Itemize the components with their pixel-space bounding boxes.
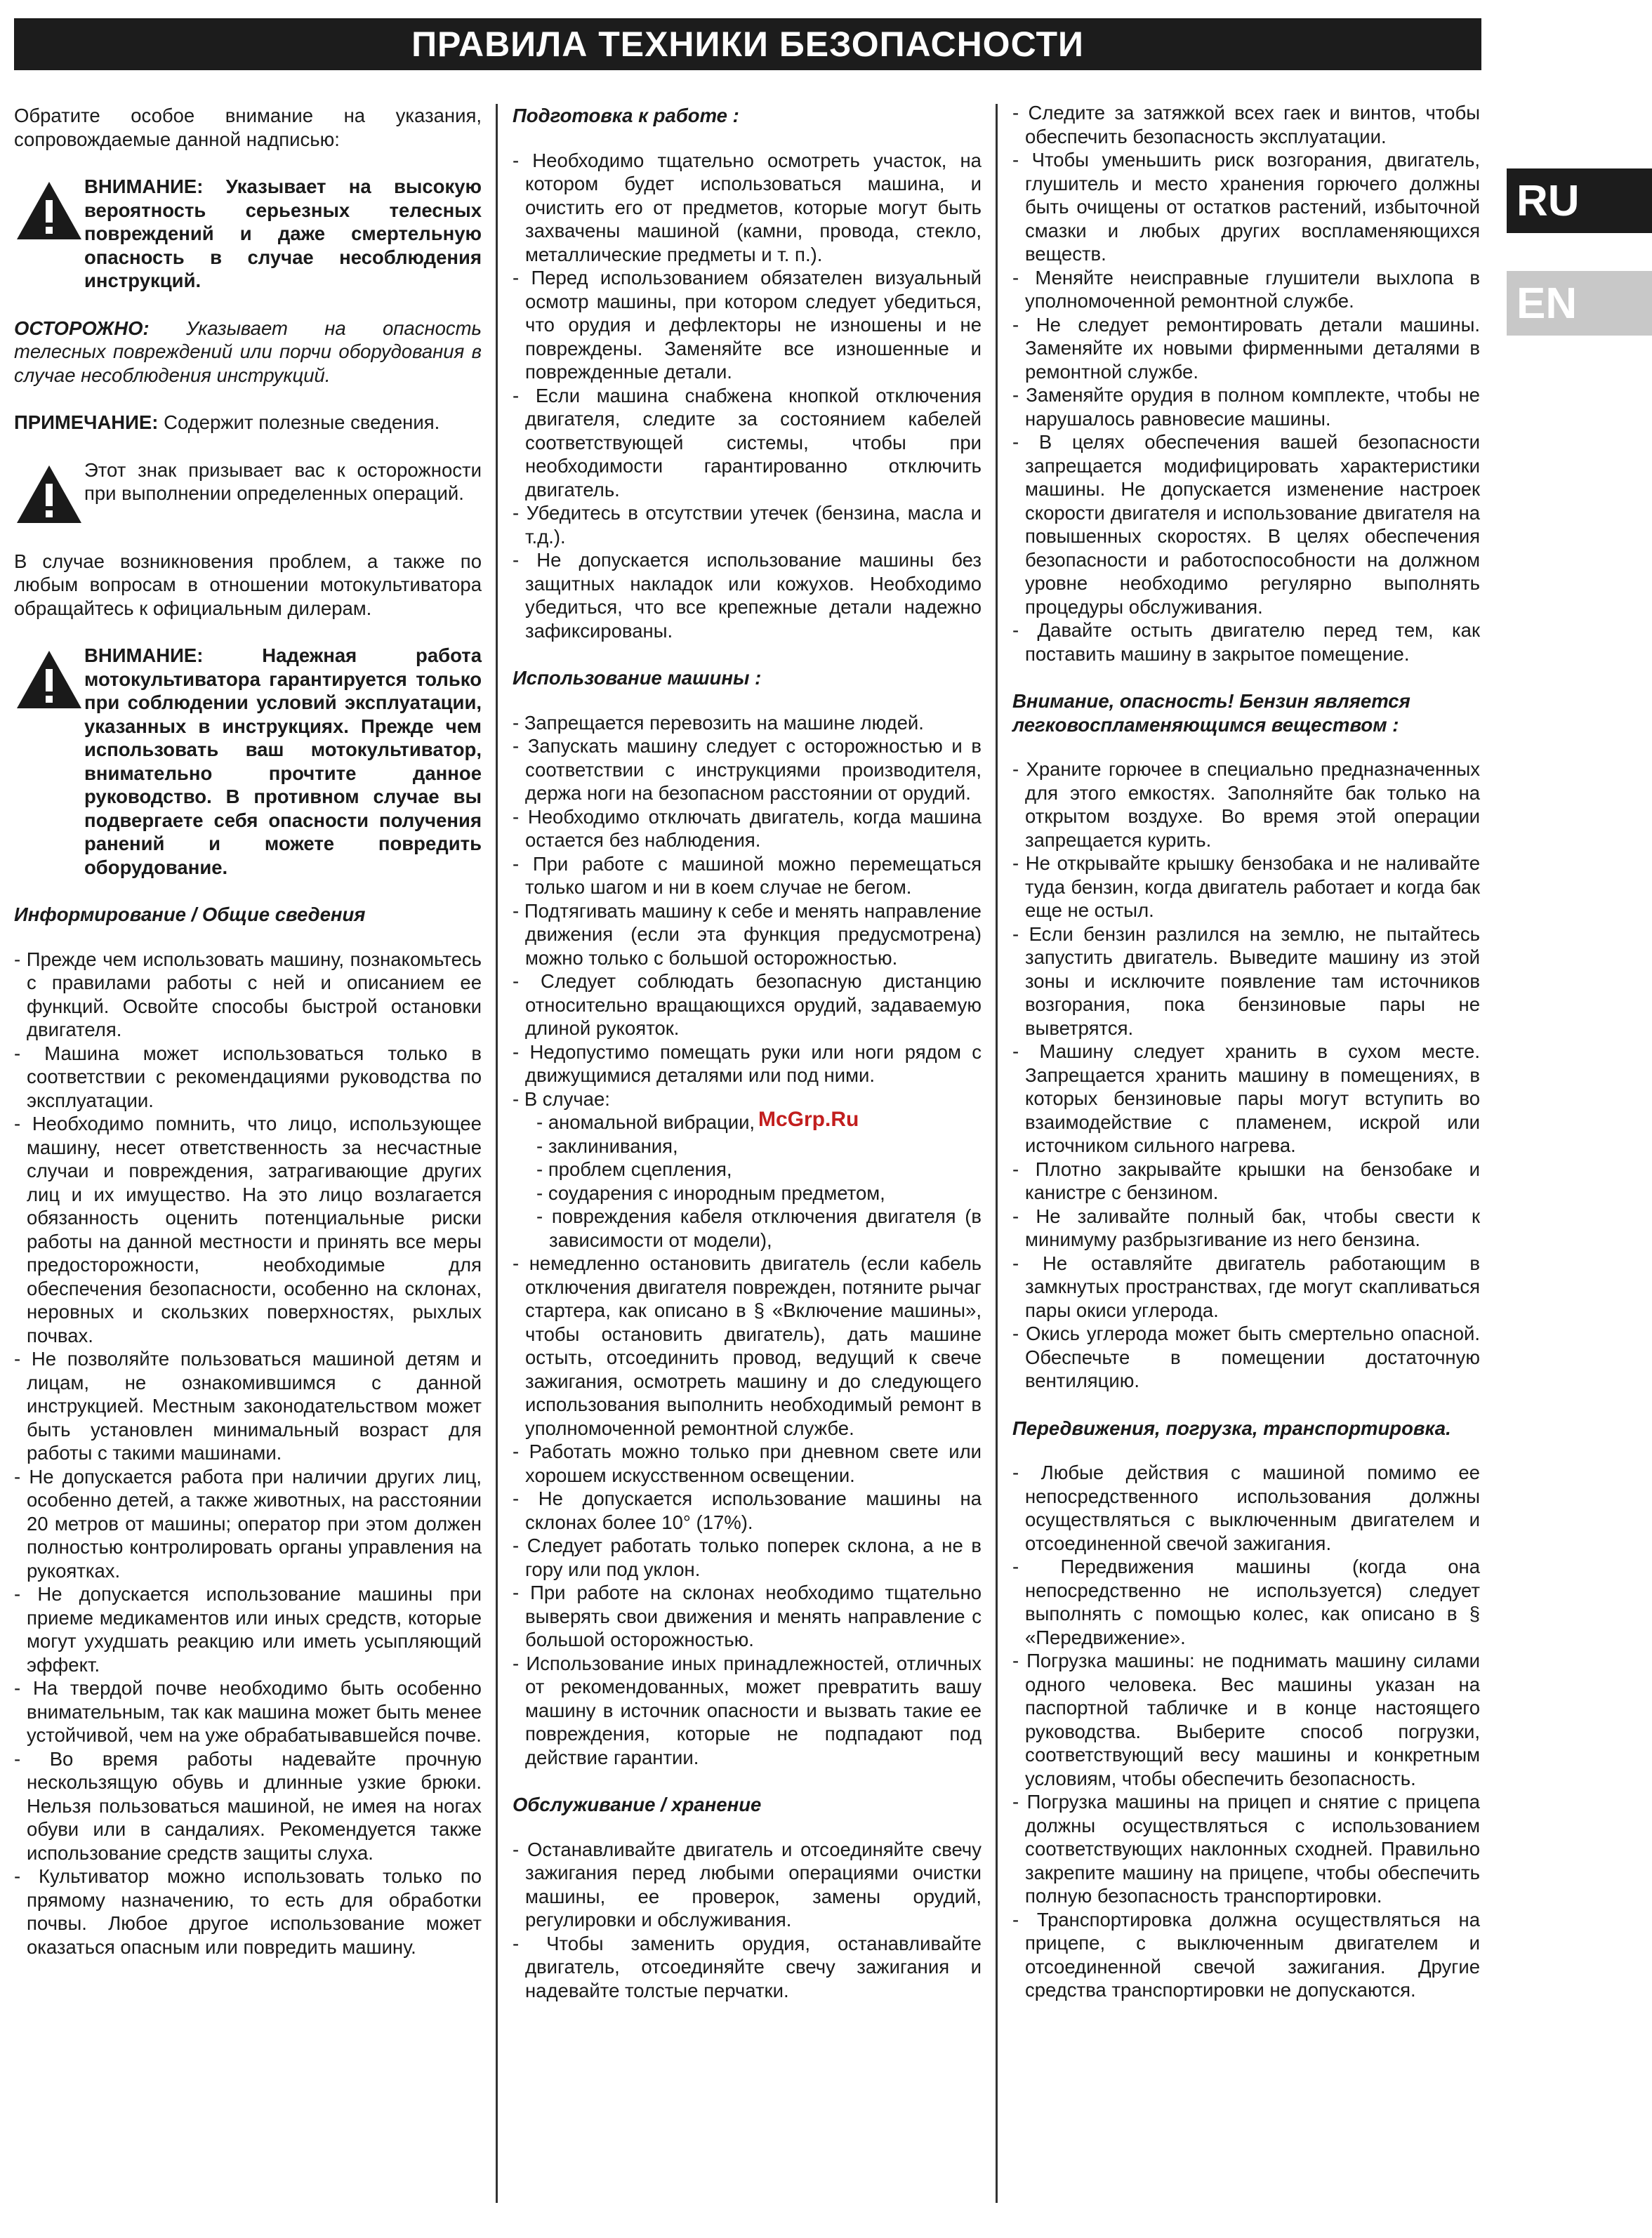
- page-title: ПРАВИЛА ТЕХНИКИ БЕЗОПАСНОСТИ: [411, 25, 1084, 64]
- list-item: - Погрузка машины: не поднимать машину силами одного человека. Вес машины указан на паспортной табличке и в конце настоящего руководства. Выберите способ погрузки, соответствующий весу машины и конкретным условиям, чтобы обеспечить безопасность.: [1012, 1649, 1480, 1790]
- list-item: - Если машина снабжена кнопкой отключения двигателя, следите за состоянием кабелей соответствующей системы, чтобы при необходимости гарантированно отключить двигатель.: [513, 384, 982, 502]
- list-item: - При работе на склонах необходимо тщательно выверять свои движения и менять направление с большой осторожностью.: [513, 1581, 982, 1652]
- list-item: - Окись углерода может быть смертельно опасной. Обеспечьте в помещении достаточную вентиляцию.: [1012, 1322, 1480, 1393]
- list-item: - В случае:: [513, 1087, 982, 1111]
- use-sublist: [513, 1111, 982, 1252]
- warning-text-1: ВНИМАНИЕ: Указывает на высокую вероятность серьезных телесных повреждений и даже смертельную опасность в случае несоблюдения инструкций.: [84, 176, 482, 291]
- list-item: - Передвижения машины (когда она непосредственно не используется) следует выполнять с помощью колес, как описано в § «Передвижение».: [1012, 1555, 1480, 1649]
- list-item: - Меняйте неисправные глушители выхлопа в уполномоченной ремонтной службе.: [1012, 266, 1480, 313]
- service-list: [513, 1838, 982, 2003]
- section-heading-fuel: Внимание, опасность! Бензин является легковоспламеняющимся веществом :: [1012, 690, 1410, 736]
- list-item: - Давайте остыть двигателю перед тем, как поставить машину в закрытое помещение.: [1012, 618, 1480, 666]
- list-item: - Не заливайте полный бак, чтобы свести к минимуму разбрызгивание из него бензина.: [1012, 1205, 1480, 1252]
- list-item: - Следите за затяжкой всех гаек и винтов, чтобы обеспечить безопасность эксплуатации.: [1012, 101, 1480, 148]
- list-item: - Чтобы уменьшить риск возгорания, двигатель, глушитель и место хранения горючего должны быть очищены от остатков растений, избыточной смазки и любых других воспламеняющихся веществ.: [1012, 148, 1480, 266]
- list-item: - Храните горючее в специально предназначенных для этого емкостях. Заполняйте бак только на открытом воздухе. Во время этой операции запрещается курить.: [1012, 757, 1480, 852]
- list-item: - Заменяйте орудия в полном комплекте, чтобы не нарушалось равновесие машины.: [1012, 383, 1480, 430]
- caution-text: Указывает на опасность телесных повреждений или порчи оборудования в случае несоблюдения инструкций.: [14, 317, 482, 386]
- section-heading-use: Использование машины :: [513, 667, 762, 689]
- list-item: - Не допускается работа при наличии других лиц, особенно детей, а также животных, на расстоянии 20 метров от машины; оператор при этом должен полностью контролировать органы управления на рукоятках.: [14, 1465, 482, 1583]
- problems-text: В случае возникновения проблем, а также по любым вопросам в отношении мотокультиватора обращайтесь к официальным дилерам.: [14, 550, 482, 619]
- list-item: - Запрещается перевозить на машине людей.: [513, 711, 982, 735]
- column-3: [1012, 101, 1480, 2026]
- column-2: [513, 104, 982, 2026]
- lang-tab-ru-label: RU: [1516, 176, 1580, 225]
- list-item: - Чтобы заменить орудия, останавливайте двигатель, отсоединяйте свечу зажигания и надевайте толстые перчатки.: [513, 1932, 982, 2003]
- intro-text: Обратите особое внимание на указания, сопровождаемые данной надписью:: [14, 105, 482, 150]
- list-item: - Не следует ремонтировать детали машины. Заменяйте их новыми фирменными деталями в ремонтной службе.: [1012, 313, 1480, 384]
- list-item: - Не открывайте крышку бензобака и не наливайте туда бензин, когда двигатель работает и когда бак еще не остыл.: [1012, 852, 1480, 922]
- lang-tab-en-label: EN: [1516, 279, 1578, 328]
- list-item: - Не позволяйте пользоваться машиной детям и лицам, не ознакомившимся с данной инструкцией. Местным законодательством может быть установлен минимальный возраст для работы с такими машинами.: [14, 1347, 482, 1465]
- page-title-banner: [14, 18, 1481, 70]
- list-item: - Необходимо отключать двигатель, когда машина остается без наблюдения.: [513, 805, 982, 852]
- sign-text: Этот знак призывает вас к осторожности при выполнении определенных операций.: [84, 458, 482, 504]
- list-item: - Погрузка машины на прицеп и снятие с прицепа должны осуществляться с использованием соответствующих наклонных сходней. Правильно закрепите машину на прицепе, чтобы обеспечить полную безопасность транспортировки.: [1012, 1790, 1480, 1908]
- list-item: - повреждения кабеля отключения двигателя (в зависимости от модели),: [536, 1205, 982, 1252]
- list-item: - Если бензин разлился на землю, не пытайтесь запустить двигатель. Выведите машину из этой зоны и исключите появление там источников возгорания, пока бензиновые пары не выветрятся.: [1012, 922, 1480, 1040]
- list-item: - аномальной вибрации,: [536, 1111, 982, 1134]
- list-item: - Следует соблюдать безопасную дистанцию относительно вращающихся орудий, задаваемую длиной рукояток.: [513, 969, 982, 1040]
- section-heading-service: Обслуживание / хранение: [513, 1794, 762, 1815]
- list-item: - Запускать машину следует с осторожностью и в соответствии с инструкциями производителя, держа ноги на безопасном расстоянии от орудий.: [513, 734, 982, 805]
- info-list: [14, 948, 482, 1959]
- service-list-cont: [1012, 101, 1480, 666]
- list-item: - Необходимо тщательно осмотреть участок, на котором будет использоваться машина, и очистить его от предметов, которые могут быть захвачены машиной (камни, провода, стекло, металлические предметы и т. п.).: [513, 149, 982, 267]
- watermark: McGrp.Ru: [758, 1108, 859, 1131]
- warning-block-1: [14, 175, 482, 293]
- list-item: - Не допускается использование машины без защитных накладок или кожухов. Необходимо убедиться, что все крепежные детали надежно зафиксированы.: [513, 548, 982, 642]
- list-item: - Не допускается использование машины на склонах более 10° (17%).: [513, 1487, 982, 1534]
- list-item: - Работать можно только при дневном свете или хорошем искусственном освещении.: [513, 1440, 982, 1487]
- list-item: - проблем сцепления,: [536, 1158, 982, 1181]
- caution-paragraph: [14, 317, 482, 388]
- caution-label: ОСТОРОЖНО:: [14, 317, 150, 339]
- list-item: - Культиватор можно использовать только по прямому назначению, то есть для обработки почвы. Любое другое использование может оказаться опасным или повредить машину.: [14, 1865, 482, 1959]
- lang-tab-ru[interactable]: [1507, 168, 1652, 233]
- list-item: - Любые действия с машиной помимо ее непосредственного использования должны осуществляться с выключенным двигателем и отсоединенной свечой зажигания.: [1012, 1461, 1480, 1555]
- list-item: - Машина может использоваться только в соответствии с рекомендациями руководства по эксплуатации.: [14, 1042, 482, 1113]
- list-item: - немедленно остановить двигатель (если кабель отключения двигателя поврежден, потяните рычаг стартера, как описано в § «Включение машины», чтобы остановить двигатель), дать машине остыть, отсоединить провод, ведущий к свече зажигания, осмотреть машину и до следующего использования выполнить необходимый ремонт в уполномоченной ремонтной службе.: [513, 1252, 982, 1440]
- section-heading-transport: Передвижения, погрузка, транспортировка.: [1012, 1417, 1451, 1439]
- list-item: - При работе с машиной можно перемещаться только шагом и ни в коем случае не бегом.: [513, 852, 982, 899]
- note-paragraph: [14, 411, 482, 435]
- list-item: - Плотно закрывайте крышки на бензобаке и канистре с бензином.: [1012, 1158, 1480, 1205]
- section-heading-info: Информирование / Общие сведения: [14, 903, 366, 925]
- use-list: [513, 711, 982, 1111]
- warning-triangle-icon: [14, 648, 84, 711]
- transport-list: [1012, 1461, 1480, 2002]
- list-item: - В целях обеспечения вашей безопасности запрещается модифицировать характеристики машины. Не допускается изменение настроек скорости двигателя и использование двигателя на повышенных скоростях. В целях обеспечения безопасности и работоспособности на должном уровне необходимо регулярно выполнять процедуры обслуживания.: [1012, 430, 1480, 618]
- warning-triangle-icon: [14, 463, 84, 526]
- list-item: - Подтягивать машину к себе и менять направление движения (если эта функция предусмотрена) можно только с большой осторожностью.: [513, 899, 982, 970]
- list-item: - заклинивания,: [536, 1134, 982, 1158]
- list-item: - Перед использованием обязателен визуальный осмотр машины, при котором следует убедиться, что орудия и дефлекторы не изношены и не повреждены. Заменяйте все изношенные и поврежденные детали.: [513, 266, 982, 384]
- list-item: - Останавливайте двигатель и отсоединяйте свечу зажигания перед любыми операциями очистки машины, ее проверок, замены орудий, регулировки и обслуживания.: [513, 1838, 982, 1932]
- list-item: - Не допускается использование машины при приеме медикаментов или иных средств, которые могут ухудшать реакцию или иметь усыпляющий эффект.: [14, 1582, 482, 1676]
- use-list-cont: [513, 1252, 982, 1769]
- lang-tab-en[interactable]: [1507, 271, 1652, 336]
- list-item: - Убедитесь в отсутствии утечек (бензина, масла и т.д.).: [513, 501, 982, 548]
- sign-block: [14, 458, 482, 526]
- column-1: [14, 104, 482, 1982]
- list-item: - Транспортировка должна осуществляться на прицепе, с выключенным двигателем и отсоединенной свечой зажигания. Другие средства транспортировки не допускаются.: [1012, 1908, 1480, 2002]
- note-text: Содержит полезные сведения.: [164, 411, 440, 433]
- column-divider-1: [496, 104, 498, 2203]
- warning-triangle-icon: [14, 179, 84, 242]
- fuel-list: [1012, 757, 1480, 1393]
- section-heading-prep: Подготовка к работе :: [513, 105, 739, 126]
- list-item: - Не оставляйте двигатель работающим в замкнутых пространствах, где могут скапливаться пары окиси углерода.: [1012, 1252, 1480, 1323]
- list-item: - Следует работать только поперек склона, а не в гору или под уклон.: [513, 1534, 982, 1581]
- list-item: - Машину следует хранить в сухом месте. Запрещается хранить машину в помещениях, в которых бензиновые пары могут вступить во взаимодействие с пламенем, искрой или источником сильного нагрева.: [1012, 1040, 1480, 1158]
- prep-list: [513, 149, 982, 643]
- list-item: - соударения с инородным предметом,: [536, 1181, 982, 1205]
- list-item: - Во время работы надевайте прочную нескользящую обувь и длинные узкие брюки. Нельзя пользоваться машиной, не имея на ногах обуви или в сандалиях. Рекомендуется также использование средств защиты слуха.: [14, 1747, 482, 1865]
- list-item: - Прежде чем использовать машину, познакомьтесь с правилами работы с ней и описанием ее функций. Освойте способы быстрой остановки двигателя.: [14, 948, 482, 1042]
- warning-block-2: [14, 644, 482, 879]
- list-item: - Использование иных принадлежностей, отличных от рекомендованных, может превратить вашу машину в источник опасности и вызвать такие ее повреждения, которые не подпадают под действие гарантии.: [513, 1652, 982, 1770]
- note-label: ПРИМЕЧАНИЕ:: [14, 411, 159, 433]
- list-item: - Необходимо помнить, что лицо, использующее машину, несет ответственность за несчастные случаи и повреждения, затрагивающие других лиц и их имущество. На это лицо возлагается обязанность оценить потенциальные риски работы на данной местности и принять все меры предосторожности, необходимые для обеспечения безопасности, особенно на склонах, неровных и скользких поверхностях, рыхлых почвах.: [14, 1112, 482, 1347]
- list-item: - Недопустимо помещать руки или ноги рядом с движущимися деталями или под ними.: [513, 1040, 982, 1087]
- list-item: - На твердой почве необходимо быть особенно внимательным, так как машина может быть менее устойчивой, чем на уже обрабатывавшейся почве.: [14, 1676, 482, 1747]
- warning-text-2: ВНИМАНИЕ: Надежная работа мотокультиватора гарантируется только при соблюдении условий эксплуатации, указанных в инструкциях. Прежде чем использовать ваш мотокультиватор, внимательно прочтите данное руководство. В противном случае вы подвергаете себя опасности получения ранений и можете повредить оборудование.: [84, 644, 482, 878]
- column-divider-2: [996, 104, 998, 2203]
